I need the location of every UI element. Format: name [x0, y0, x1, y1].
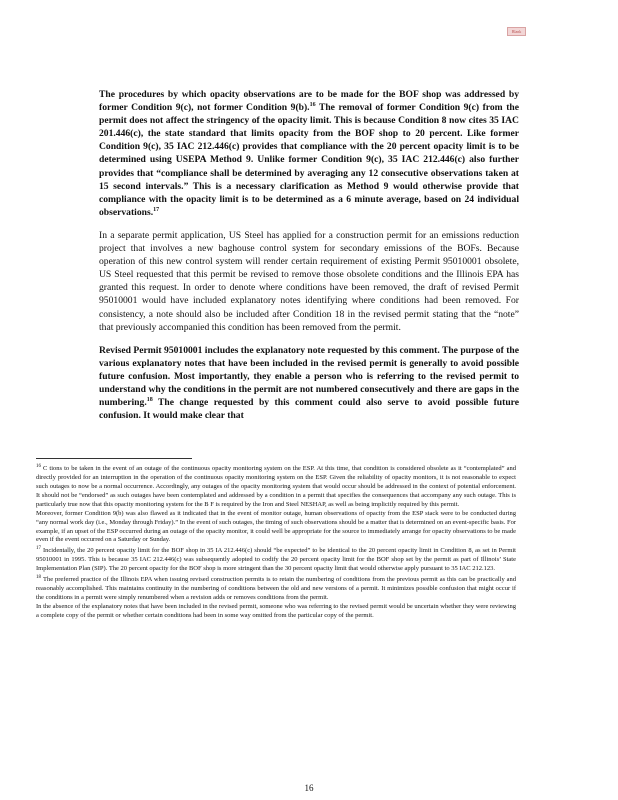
footnote-16-continued — [36, 510, 516, 546]
footnote-divider — [36, 458, 192, 459]
footnote-label: 17 — [36, 546, 41, 552]
paragraph-text: The procedures by which opacity observations are to be made for the BOF shop was addressed by former Condition 9(c), not former Condition 9(b). — [99, 89, 519, 114]
stamp-mark — [507, 27, 526, 36]
footnote-17 — [36, 545, 516, 574]
footnote-16 — [36, 463, 516, 510]
footnotes — [36, 463, 516, 621]
paragraph-response-note — [99, 344, 519, 423]
footnote-text: The preferred practice of the Illinois EPA when issuing revised construction permits is to retain the numbering of conditions from the previous permit as this can be practically and reasonably accomplished. This maintains continuity in the numbering of conditions between the old and new versions of a permit. It minimizes possible confusion that might occur if the conditions in a permit were simply renumbered when a revision adds or removes conditions from the permit. — [36, 576, 516, 602]
footnote-text: Incidentally, the 20 percent opacity limit for the BOF shop in 35 IA 212.446(c) should “be expected” to be identical to the 20 percent opacity limit in Condition 8, as set in Permit 95010001 in 1995. This is because 35 IAC 212.446(c) was subsequently adopted to codify the 20 percent opacity limit for the BOF shop set by the permit as part of Illinois’ State Implementation Plan (SIP). The 20 percent opacity for the BOF shop is more stringent than the 30 percent opacity limit that would otherwise apply pursuant to 35 IAC 212.123. — [36, 547, 516, 573]
footnote-ref-18: 18 — [146, 396, 153, 403]
footnote-ref-17: 17 — [153, 206, 160, 213]
paragraph-text: The change requested by this comment could also serve to avoid possible future confusion. It would make clear that — [99, 397, 519, 422]
paragraph-text: Revised Permit 95010001 includes the explanatory note requested by this comment. The purpose of the various explanatory notes that have been included in the revised permit is generally to avoid possible future confusion. Most importantly, they enable a person who is referring to the revised permit to understand why the conditions in the permit are not numbered consecutively and there are gaps in the numbering. — [99, 344, 519, 409]
paragraph-comment-baghouse — [99, 229, 519, 334]
footnote-18-continued — [36, 603, 516, 621]
footnote-label: 18 — [36, 575, 41, 581]
paragraph-text: In a separate permit application, US Steel has applied for a construction permit for an emissions reduction project that involves a new baghouse control system for secondary emissions of the BOFs. Because operation of this new control system will render certain requirement of existing Permit 95010001 obsolete, US Steel requested that this permit be revised to remove those obsolete conditions and the Illinois EPA has granted this request. In order to denote where conditions have been removed, the draft of revised Permit 95010001 would have included explanatory notes identifying where conditions had been removed. For consistency, a note should also be included after Condition 18 in the revised permit stating that the “note” that previously accompanied this condition has been removed from the permit. — [99, 229, 519, 333]
footnote-text: C tions to be taken in the event of an outage of the continuous opacity monitoring system on the ESP. At this time, that condition is considered obsolete as it “contemplated” and directly provided for an interruption in the operation of the continuous opacity monitoring system on the ESP. Given the reliability of opacity monitors, it is not reasonable to expect such outages to now be a normal occurrence. Accordingly, any outages of the opacity monitoring system that would occur should be addressed in the context of potential enforcement. It should not be “endorsed” as such outages have been contemplated and addressed by a condition in a permit that specifies the consequences that accompany any such outage. This is particularly true now that this opacity monitoring system for the B F is required by the Iron and Steel NESHAP, as well as being implicitly required by this permit. — [36, 465, 516, 508]
footnote-text: In the absence of the explanatory notes that have been included in the revised permit, someone who was referring to the revised permit would be uncertain whether they were reviewing a complete copy of the permit or whether certain conditions had been in some way omitted from the particular copy of the permit. — [36, 603, 516, 619]
page-number: 16 — [304, 783, 314, 793]
stamp-text: Blank — [511, 29, 522, 34]
footnote-text: Moreover, former Condition 9(b) was also flawed as it indicated that in the event of monitor outage, human observations of opacity from the ESP stack were to be conducted during “any normal work day (i.e., Monday through Friday).” In the event of such outages, the timing of such observations should be a matter that is determined on an event-specific basis. For example, if an upset of the ESP occurred during an outage of the opacity monitor, it could well be appropriate for the source to immediately arrange for opacity observations to be made even if the event occurred on a Saturday or Sunday. — [36, 509, 516, 544]
footnote-ref-16: 16 — [309, 101, 316, 108]
paragraph-response-opacity — [99, 88, 519, 219]
paragraph-text: The removal of former Condition 9(c) from the permit does not affect the stringency of the opacity limit. This is because Condition 8 now cites 35 IAC 201.446(c), the state standard that limits opacity from the BOF shop to 20 percent. Like former Condition 9(c), 35 IAC 212.446(c) provides that compliance with the 20 percent opacity limit is to be determined using USEPA Method 9. Unlike former Condition 9(c), 35 IAC 212.446(c) also further provides that “compliance shall be determined by averaging any 12 consecutive observations taken at 15 second intervals.” This is a necessary clarification as Method 9 would otherwise provide that compliance with the opacity limit is to be determined as a 6 minute average, based on 24 individual observations. — [99, 102, 519, 218]
footnote-label: 16 — [36, 464, 41, 469]
body-text — [99, 88, 519, 432]
footnote-18 — [36, 574, 516, 603]
